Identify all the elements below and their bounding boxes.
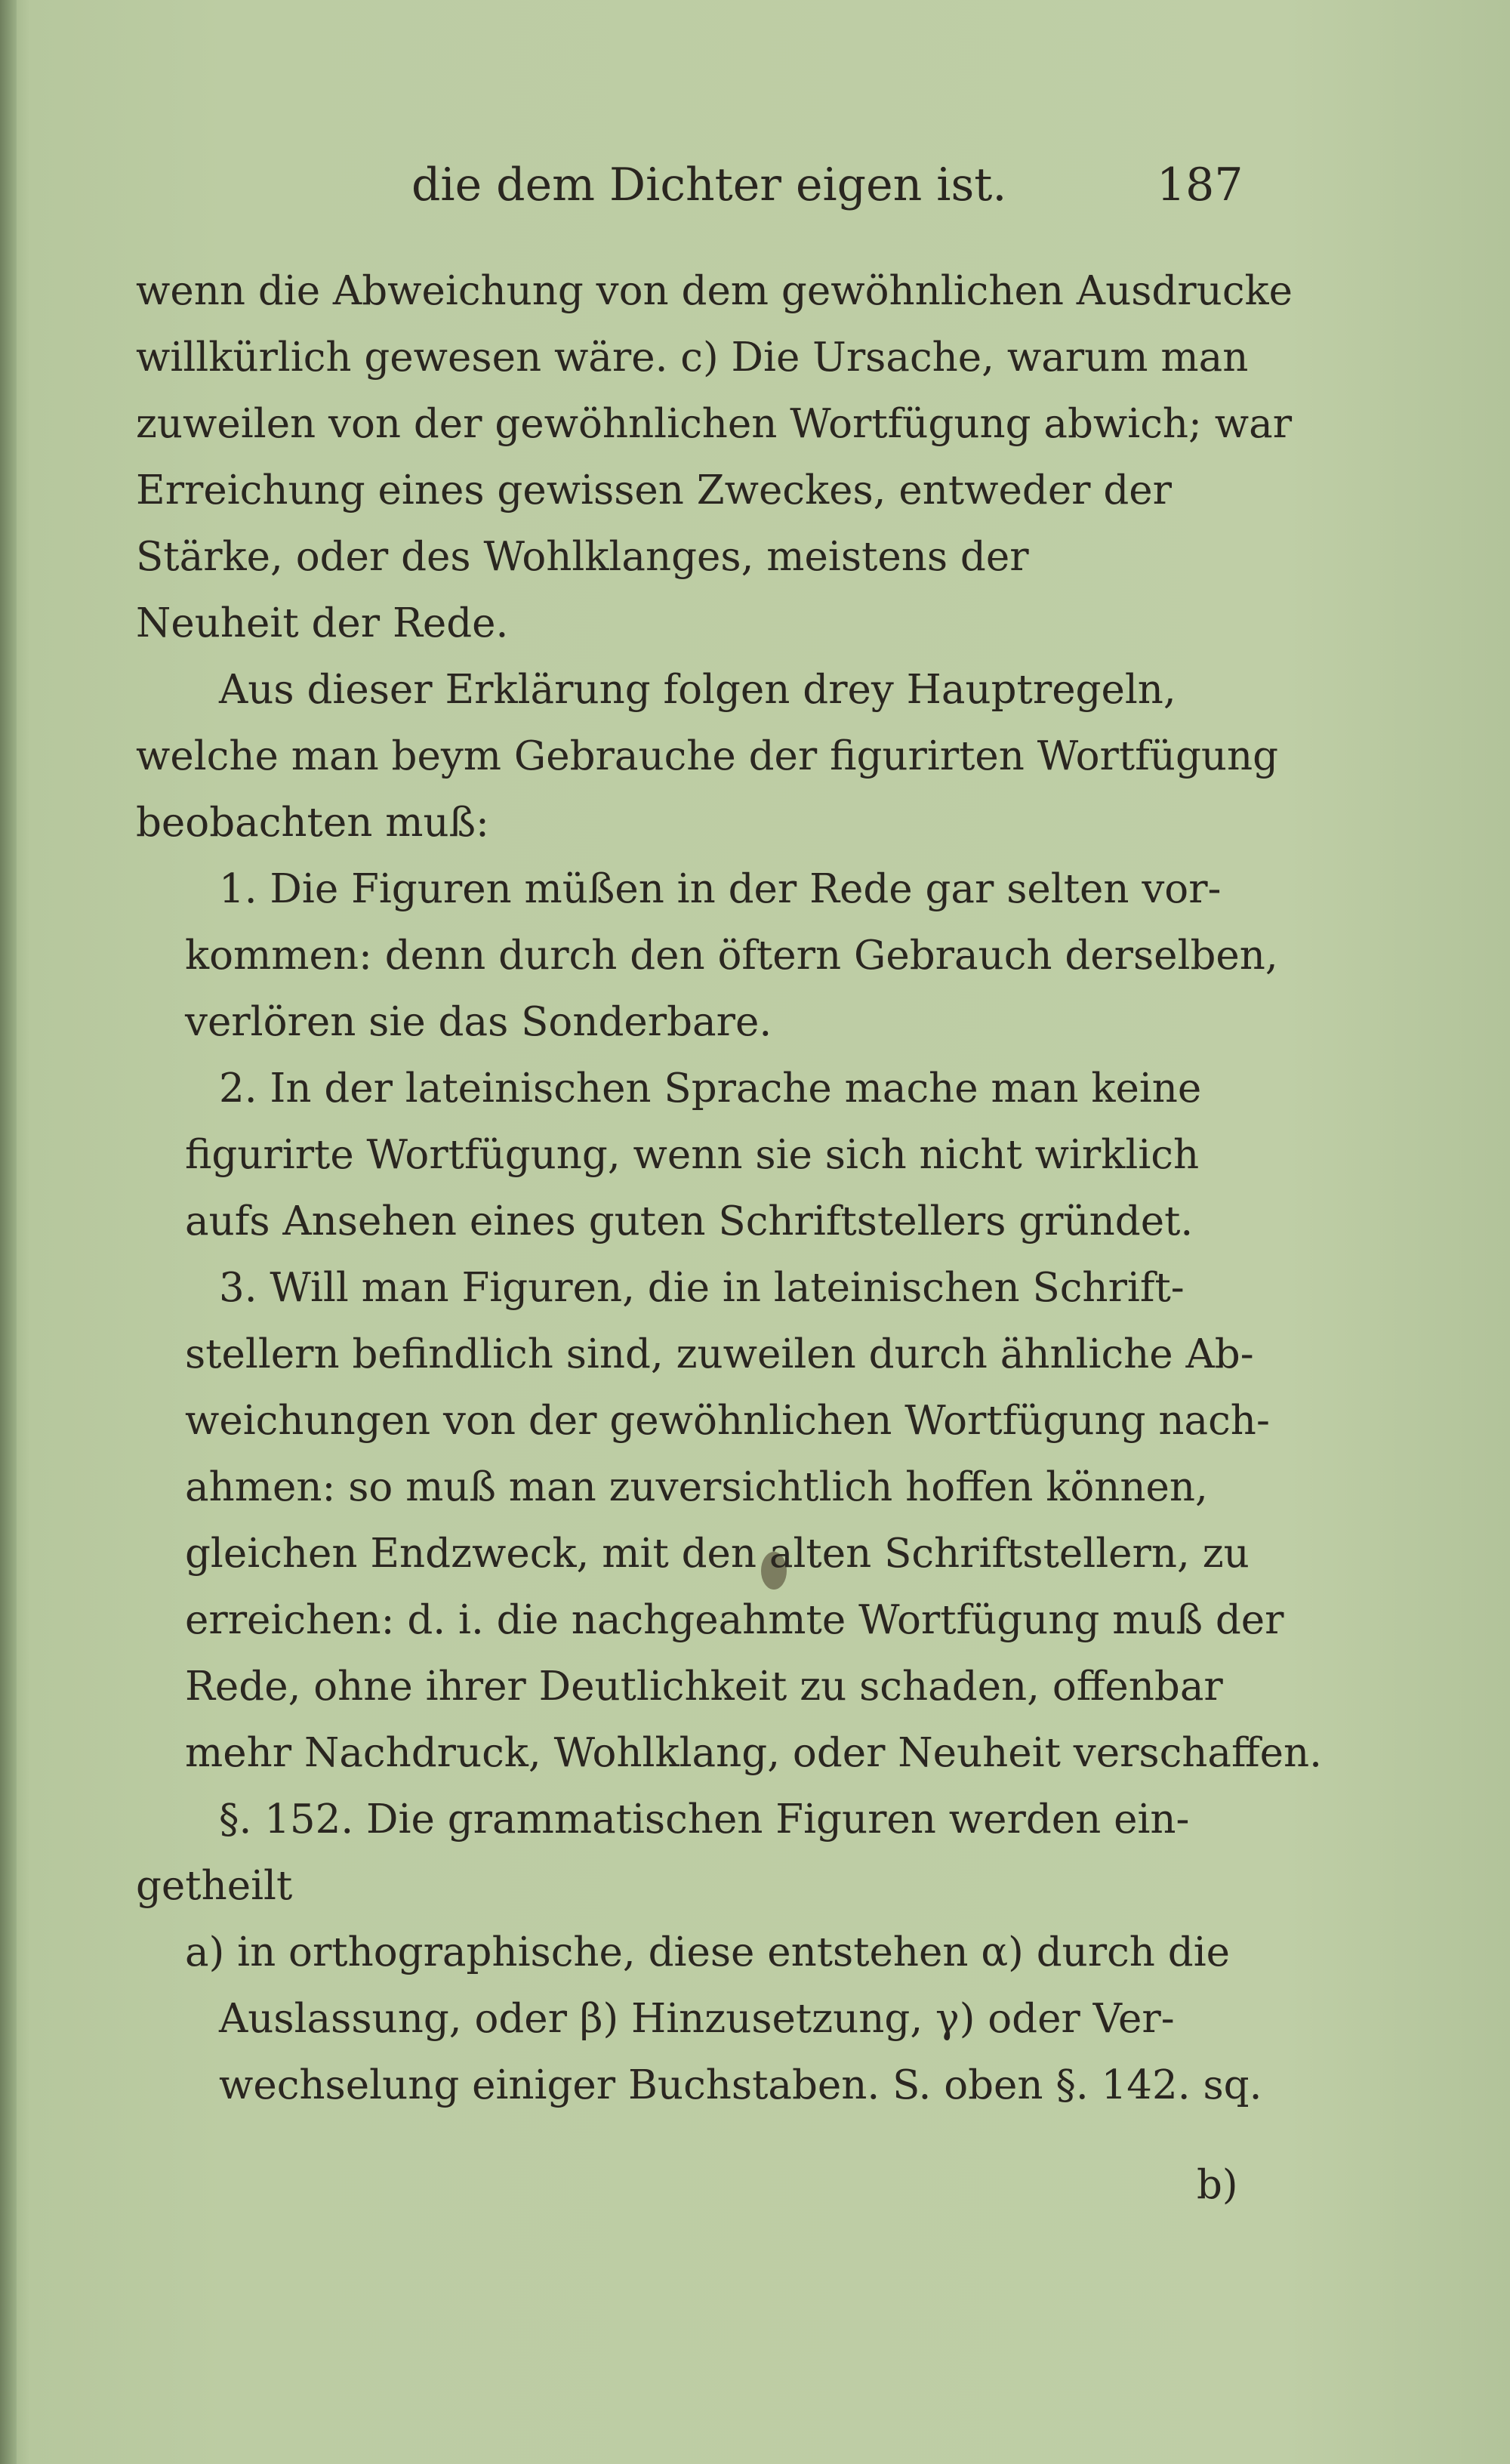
text-line: Aus dieser Erklärung folgen drey Hauptregeln, xyxy=(219,667,1176,713)
text-line: Rede, ohne ihrer Deutlichkeit zu schaden, offenbar xyxy=(185,1664,1223,1710)
text-line: Stärke, oder des Wohlklanges, meistens der xyxy=(136,534,1029,580)
text-line: 1. Die Figuren müßen in der Rede gar selten vor- xyxy=(219,866,1222,912)
text-line: willkürlich gewesen wäre. c) Die Ursache, warum man xyxy=(136,335,1249,381)
paragraph-2 xyxy=(136,657,1279,856)
text-line: Auslassung, oder β) Hinzusetzung, γ) oder Ver- xyxy=(219,1996,1175,2042)
text-line: §. 152. Die grammatischen Figuren werden ein- xyxy=(219,1796,1190,1843)
text-line: erreichen: d. i. die nachgeahmte Wortfügung muß der xyxy=(185,1597,1284,1643)
rule-1 xyxy=(136,856,1278,1056)
text-line: zuweilen von der gewöhnlichen Wortfügung abwich; war xyxy=(136,401,1293,447)
text-line: 2. In der lateinischen Sprache mache man keine xyxy=(219,1065,1202,1112)
text-line: aufs Ansehen eines guten Schriftstellers gründet. xyxy=(185,1198,1194,1244)
item-a xyxy=(136,1920,1262,2119)
page-header xyxy=(0,155,1510,215)
text-line: stellern befindlich sind, zuweilen durch ähnliche Ab- xyxy=(185,1331,1254,1377)
text-line: 3. Will man Figuren, die in lateinischen Schrift- xyxy=(219,1265,1185,1311)
text-line: figurirte Wortfügung, wenn sie sich nicht wirklich xyxy=(185,1132,1200,1178)
text-line: verlören sie das Sonderbare. xyxy=(185,999,772,1045)
text-line: welche man beym Gebrauche der figurirten Wortfügung xyxy=(136,733,1279,779)
text-line: wechselung einiger Buchstaben. S. oben §. 142. sq. xyxy=(219,2062,1262,2108)
page-gutter xyxy=(0,0,17,2464)
text-line: gleichen Endzweck, mit den alten Schriftstellern, zu xyxy=(185,1531,1250,1577)
body-text xyxy=(136,258,1323,2119)
catchword: b) xyxy=(1197,2162,1238,2208)
text-line: mehr Nachdruck, Wohlklang, oder Neuheit verschaffen. xyxy=(185,1730,1323,1776)
text-line: a) in orthographische, diese entstehen α) durch die xyxy=(185,1929,1231,1975)
rule-2 xyxy=(136,1056,1238,1255)
text-line: Erreichung eines gewissen Zweckes, entweder der xyxy=(136,467,1172,513)
text-line: wenn die Abweichung von dem gewöhnlichen Ausdrucke xyxy=(136,268,1293,314)
text-line: ahmen: so muß man zuversichtlich hoffen können, xyxy=(185,1464,1208,1510)
text-line: beobachten muß: xyxy=(136,800,489,846)
paragraph-1 xyxy=(136,258,1293,657)
running-head: die dem Dichter eigen ist. xyxy=(411,159,1007,211)
rule-3 xyxy=(136,1255,1323,1787)
text-line: getheilt xyxy=(136,1863,293,1909)
text-line: Neuheit der Rede. xyxy=(136,600,509,646)
text-line: weichungen von der gewöhnlichen Wortfügung nach- xyxy=(185,1398,1270,1444)
text-line: kommen: denn durch den öftern Gebrauch derselben, xyxy=(185,933,1278,979)
section-152 xyxy=(136,1787,1238,1920)
page-number: 187 xyxy=(1157,159,1243,211)
